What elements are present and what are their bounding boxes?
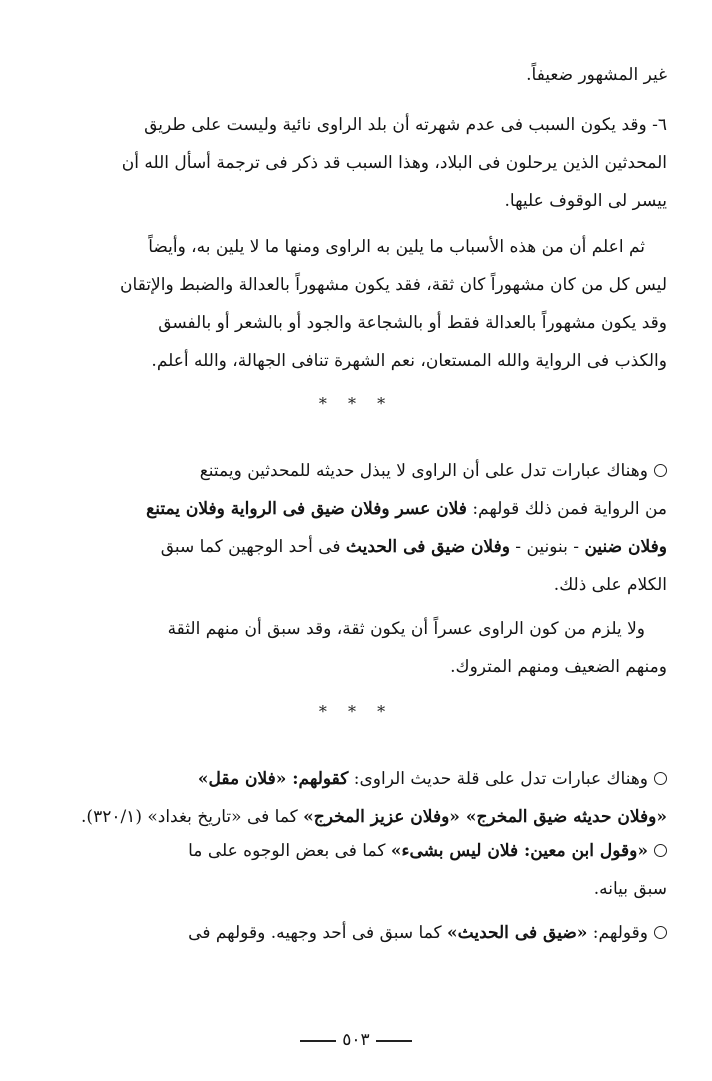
text-line — [112, 760, 667, 798]
bold-term: وفلان ضنين — [584, 537, 667, 557]
text-span: كما سبق فى أحد وجهيه. وقولهم فى — [188, 923, 448, 943]
text-span: كما فى «تاريخ بغداد» (٣٢٠/١). — [81, 807, 304, 827]
text-line — [112, 452, 667, 490]
text-line — [81, 798, 667, 836]
text-line: وقد يكون مشهوراً بالعدالة فقط أو بالشجاعة والجود أو بالشعر أو بالفسق — [158, 313, 667, 333]
text-line: ليس كل من كان مشهوراً كان ثقة، فقد يكون مشهوراً بالعدالة والضبط والإتقان — [120, 275, 667, 295]
page-number: ٥٠٣ — [342, 1030, 370, 1050]
dash-divider — [376, 1040, 412, 1042]
bold-term: وفلان ضيق فى الحديث — [345, 537, 510, 557]
paragraph-2 — [112, 228, 667, 380]
text-line: المحدثين الذين يرحلون فى البلاد، وهذا السبب قد ذكر فى ترجمة أسأل الله أن — [121, 153, 667, 173]
text-line — [112, 832, 667, 870]
paragraph-4 — [112, 610, 667, 686]
text-line: ومنهم الضعيف ومنهم المتروك. — [450, 657, 667, 677]
text-span: - بنونين - — [509, 537, 585, 557]
section-separator: * * * — [318, 394, 394, 413]
text-line: ييسر لى الوقوف عليها. — [504, 191, 667, 211]
text-line: والكذب فى الرواية والله المستعان، نعم الشهرة تنافى الجهالة، والله أعلم. — [151, 351, 667, 371]
text-span: من الرواية فمن ذلك قولهم: — [466, 499, 667, 519]
text-span: فى أحد الوجهين كما سبق — [160, 537, 346, 557]
text-line: ثم اعلم أن من هذه الأسباب ما يلين به الراوى ومنها ما لا يلين به، وأيضاً — [148, 237, 645, 257]
bold-term: «ضيق فى الحديث» — [447, 923, 588, 943]
paragraph-6 — [112, 832, 667, 908]
dash-divider — [300, 1040, 336, 1042]
paragraph-7 — [112, 914, 667, 952]
text-line: سبق بيانه. — [593, 879, 667, 899]
text-line: ٦- وقد يكون السبب فى عدم شهرته أن بلد الراوى نائية وليست على طريق — [144, 115, 667, 135]
text-line: غير المشهور ضعيفاً. — [526, 65, 667, 85]
bold-term: فلان عسر وفلان ضيق فى الرواية وفلان يمتنع — [146, 499, 467, 519]
page-number-footer — [0, 1030, 712, 1050]
text-line — [112, 528, 667, 566]
text-line — [112, 490, 667, 528]
text-line — [112, 914, 667, 952]
text-span: وقولهم: — [587, 923, 648, 943]
circle-bullet-icon — [654, 926, 667, 939]
text-line: الكلام على ذلك. — [553, 575, 667, 595]
text-span: وهناك عبارات تدل على أن الراوى لا يبذل حديثه للمحدثين ويمتنع — [199, 461, 648, 481]
circle-bullet-icon — [654, 844, 667, 857]
bold-term: «وقول ابن معين: فلان ليس بشىء» — [390, 841, 648, 861]
paragraph-0 — [112, 56, 667, 94]
text-span: كما فى بعض الوجوه على ما — [188, 841, 391, 861]
bold-term: «وفلان حديثه ضيق المخرج» «وفلان عزيز المخرج» — [303, 807, 667, 827]
circle-bullet-icon — [654, 464, 667, 477]
text-line: ولا يلزم من كون الراوى عسراً أن يكون ثقة، وقد سبق أن منهم الثقة — [167, 619, 645, 639]
circle-bullet-icon — [654, 772, 667, 785]
paragraph-3 — [112, 452, 667, 604]
paragraph-1 — [112, 106, 667, 220]
bold-term: كقولهم: «فلان مقل» — [197, 769, 349, 789]
section-separator: * * * — [318, 702, 394, 721]
paragraph-5 — [81, 760, 667, 836]
text-span: وهناك عبارات تدل على قلة حديث الراوى: — [348, 769, 648, 789]
